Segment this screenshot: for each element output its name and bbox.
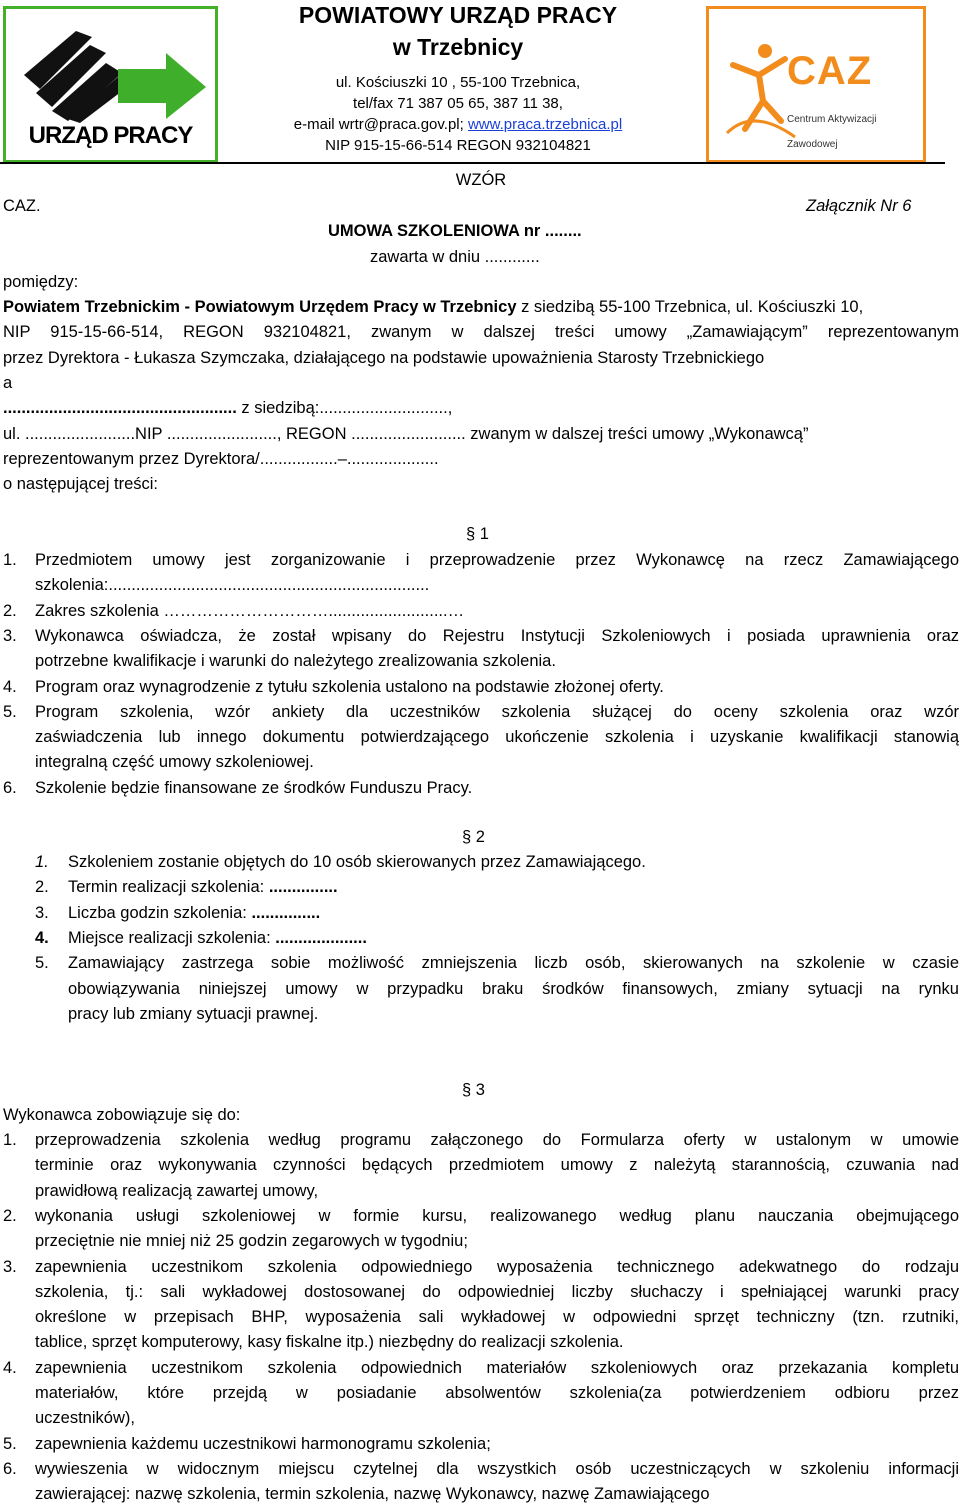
section1-item-line: Wykonawca oświadcza, że został wpisany do Rejestru Instytucji Szkoleniowych i posiada uprawnienia oraz [35, 626, 959, 645]
section1-item-line: szkolenia:...................................................................... [35, 576, 430, 595]
section3-item-line: przeprowadzenia szkolenia według programu załączonego do Formularza oferty w ustalonym w umowie [35, 1131, 959, 1149]
section1-item-line: integralną część umowy szkoleniowej. [35, 753, 314, 772]
section2-heading: § 2 [462, 828, 485, 846]
section2-item-number: 4. [35, 928, 49, 947]
section3-item-line: zapewnienia każdemu uczestnikowi harmonogramu szkolenia; [35, 1434, 491, 1453]
party2-name-blank: ................................................... [3, 399, 237, 417]
section3-item-number: 2. [3, 1206, 17, 1225]
section3-item-line: wykonania usługi szkoleniowej w formie kursu, realizowanego według planu nauczania obejmującego [35, 1206, 959, 1225]
caz-logo [706, 6, 926, 163]
section3-item-line: uczestników), [35, 1409, 135, 1428]
pup-logo-text: URZĄD PRACY [28, 121, 193, 149]
office-name: POWIATOWY URZĄD PRACY [298, 2, 618, 28]
section2-item-line: pracy lub zmiany sytuacji prawnej. [68, 1004, 319, 1023]
section3-intro: Wykonawca zobowiązuje się do: [3, 1106, 241, 1124]
section2-item-line [68, 926, 959, 951]
section1-item-line: Zakres szkolenia …………………………..........................… [35, 601, 465, 620]
section2-item-number: 5. [35, 954, 49, 973]
section3-item-line: prawidłową realizacją zawartej umowy, [35, 1181, 319, 1200]
section3-item-line: terminie oraz wykonywania czynności będących przedmiotem umowy z należytą starannością, czuwania nad [35, 1156, 959, 1175]
section1-item-line: Program oraz wynagrodzenie z tytułu szkolenia ustalono na podstawie złożonej oferty. [35, 677, 664, 696]
caz-logo-subtext: Centrum Aktywizacji Zawodowej [787, 114, 877, 151]
section1-item-line: zaświadczenia lub innego dokumentu potwierdzającego ukończenie szkolenia i uzyskanie kwalifikacji stanowią [35, 728, 959, 747]
section1-item-number: 4. [3, 677, 17, 696]
section2-item-line: Zamawiający zastrzega sobie możliwość zmniejszenia liczb osób, skierowanych na szkolenie w czasie [68, 954, 959, 973]
and-label: a [3, 374, 13, 392]
section2-item-line [68, 875, 959, 900]
party2-line1 [3, 396, 959, 421]
annex-label: Załącznik Nr 6 [806, 197, 912, 215]
office-email: e-mail wrtr@praca.gov.pl; [293, 116, 468, 133]
template-label: WZÓR [455, 171, 507, 189]
office-address: ul. Kościuszki 10 , 55-100 Trzebnica, [335, 74, 581, 91]
section1-item-line: Program szkolenia, wzór ankiety dla uczestników szkolenia służącej do oceny szkolenia oraz wzór [35, 702, 959, 721]
section2-item-label: Liczba godzin szkolenia: [68, 903, 252, 922]
section1-item-line: Szkolenie będzie finansowane ze środków Funduszu Pracy. [35, 778, 473, 797]
section3-heading: § 3 [462, 1081, 485, 1099]
caz-label: CAZ. [3, 197, 41, 215]
section1-item-line: Przedmiotem umowy jest zorganizowanie i przeprowadzenie przez Wykonawcę na rzecz Zamawiającego [35, 551, 959, 569]
section3-item-number: 5. [3, 1434, 17, 1453]
section3-item-line: określone w przepisach BHP, wyposażenia sali wykładowej w odpowiedni sprzęt techniczny (tzn. rzutniki, [35, 1308, 959, 1327]
section1-item-number: 3. [3, 626, 17, 645]
section2-item-line: obowiązywania niniejszej umowy w przypadku braku środków finansowych, zmiany sytuacji na rynku [68, 979, 959, 998]
section3-item-number: 3. [3, 1257, 17, 1276]
party2-line3: reprezentowanym przez Dyrektora/.................–.................... [3, 450, 439, 468]
section3-item-line: zawierającej: nazwę szkolenia, termin szkolenia, nazwę Wykonawcy, nazwę Zamawiającego [35, 1485, 710, 1504]
office-website-link[interactable]: www.praca.trzebnica.pl [467, 116, 623, 133]
section2-item-number: 1. [35, 853, 49, 871]
section2-item-line [68, 901, 959, 926]
header-divider [0, 162, 945, 164]
section3-item-line: tablice, sprzęt komputerowy, kasy fiskalne itp.) niezbędny do realizacji szkolenia. [35, 1333, 624, 1352]
section3-item-line: zapewnienia uczestnikom szkolenia odpowiednich materiałów szkoleniowych oraz przekazania kompletu [35, 1358, 959, 1377]
party2-seat: z siedzibą:............................, [236, 399, 453, 417]
section2-item-label: Miejsce realizacji szkolenia: [68, 928, 276, 947]
party1-address: z siedzibą 55-100 Trzebnica, ul. Kościuszki 10, [516, 298, 864, 316]
section2-item-label: Szkoleniem zostanie objętych do 10 osób skierowanych przez Zamawiającego. [68, 853, 646, 871]
section1-heading: § 1 [466, 525, 489, 543]
caz-logo-text: CAZ [787, 49, 873, 93]
section2-item-number: 2. [35, 878, 49, 897]
party1-line3: przez Dyrektora - Łukasza Szymczaka, działającego na podstawie upoważnienia Starosty Trzebnickiego [3, 349, 765, 367]
content-intro: o następującej treści: [3, 475, 159, 493]
between-label: pomiędzy: [3, 273, 79, 291]
section3-item-line: przeciętnie nie mniej niż 25 godzin zegarowych w tygodniu; [35, 1232, 468, 1251]
section1-item-number: 6. [3, 778, 17, 797]
section3-item-number: 1. [3, 1131, 17, 1149]
section1-item-number: 5. [3, 702, 17, 721]
section2-item-number: 3. [35, 903, 49, 922]
section2-item-blank: .................... [275, 928, 367, 947]
section3-item-line: szkolenia, tj.: sali wykładowej dostosowanej do odpowiedniej liczby słuchaczy i spełniającej warunki pracy [35, 1282, 959, 1301]
section2-item-line [68, 850, 959, 875]
section2-item-label: Termin realizacji szkolenia: [68, 878, 269, 897]
section1-item-number: 1. [3, 551, 17, 569]
party1-line1 [3, 295, 959, 320]
office-email-website [220, 114, 696, 135]
section3-item-line: wywieszenia w widocznym miejscu czytelnej dla wszystkich osób uczestniczących w szkoleniu informacji [35, 1459, 959, 1478]
pup-logo-graphic-icon [6, 15, 215, 125]
contract-title: UMOWA SZKOLENIOWA nr ........ [328, 222, 582, 240]
section2-item-blank: ............... [268, 878, 338, 897]
section1-item-number: 2. [3, 601, 17, 620]
office-phone: tel/fax 71 387 05 65, 387 11 38, [353, 95, 563, 112]
party2-line2: ul. ........................NIP ........................, REGON ......................... zwanym w dalszej treści umowy „Wykonawcą” [3, 425, 809, 443]
section3-item-line: materiałów, które przejdą w posiadanie absolwentów szkolenia(za potwierdzeniem odbioru przez [35, 1384, 959, 1402]
section2-item-blank: ............... [251, 903, 321, 922]
section3-item-number: 4. [3, 1358, 17, 1377]
party1-line2: NIP 915-15-66-514, REGON 932104821, zwanym w dalszej treści umowy „Zamawiającym” reprezentowanym [3, 323, 959, 341]
party1-name: Powiatem Trzebnickim - Powiatowym Urzędem Pracy w Trzebnicy [3, 298, 517, 316]
pup-logo [3, 6, 218, 163]
office-city: w Trzebnicy [392, 34, 524, 60]
contract-date: zawarta w dniu ............ [370, 248, 540, 266]
office-nip-regon: NIP 915-15-66-514 REGON 932104821 [325, 137, 591, 154]
section3-item-number: 6. [3, 1459, 17, 1478]
section1-item-line: potrzebne kwalifikacje i warunki do należytego zrealizowania szkolenia. [35, 652, 556, 671]
section3-item-line: zapewnienia uczestnikom szkolenia odpowiedniego wyposażenia technicznego adekwatnego do rodzaju [35, 1257, 959, 1276]
